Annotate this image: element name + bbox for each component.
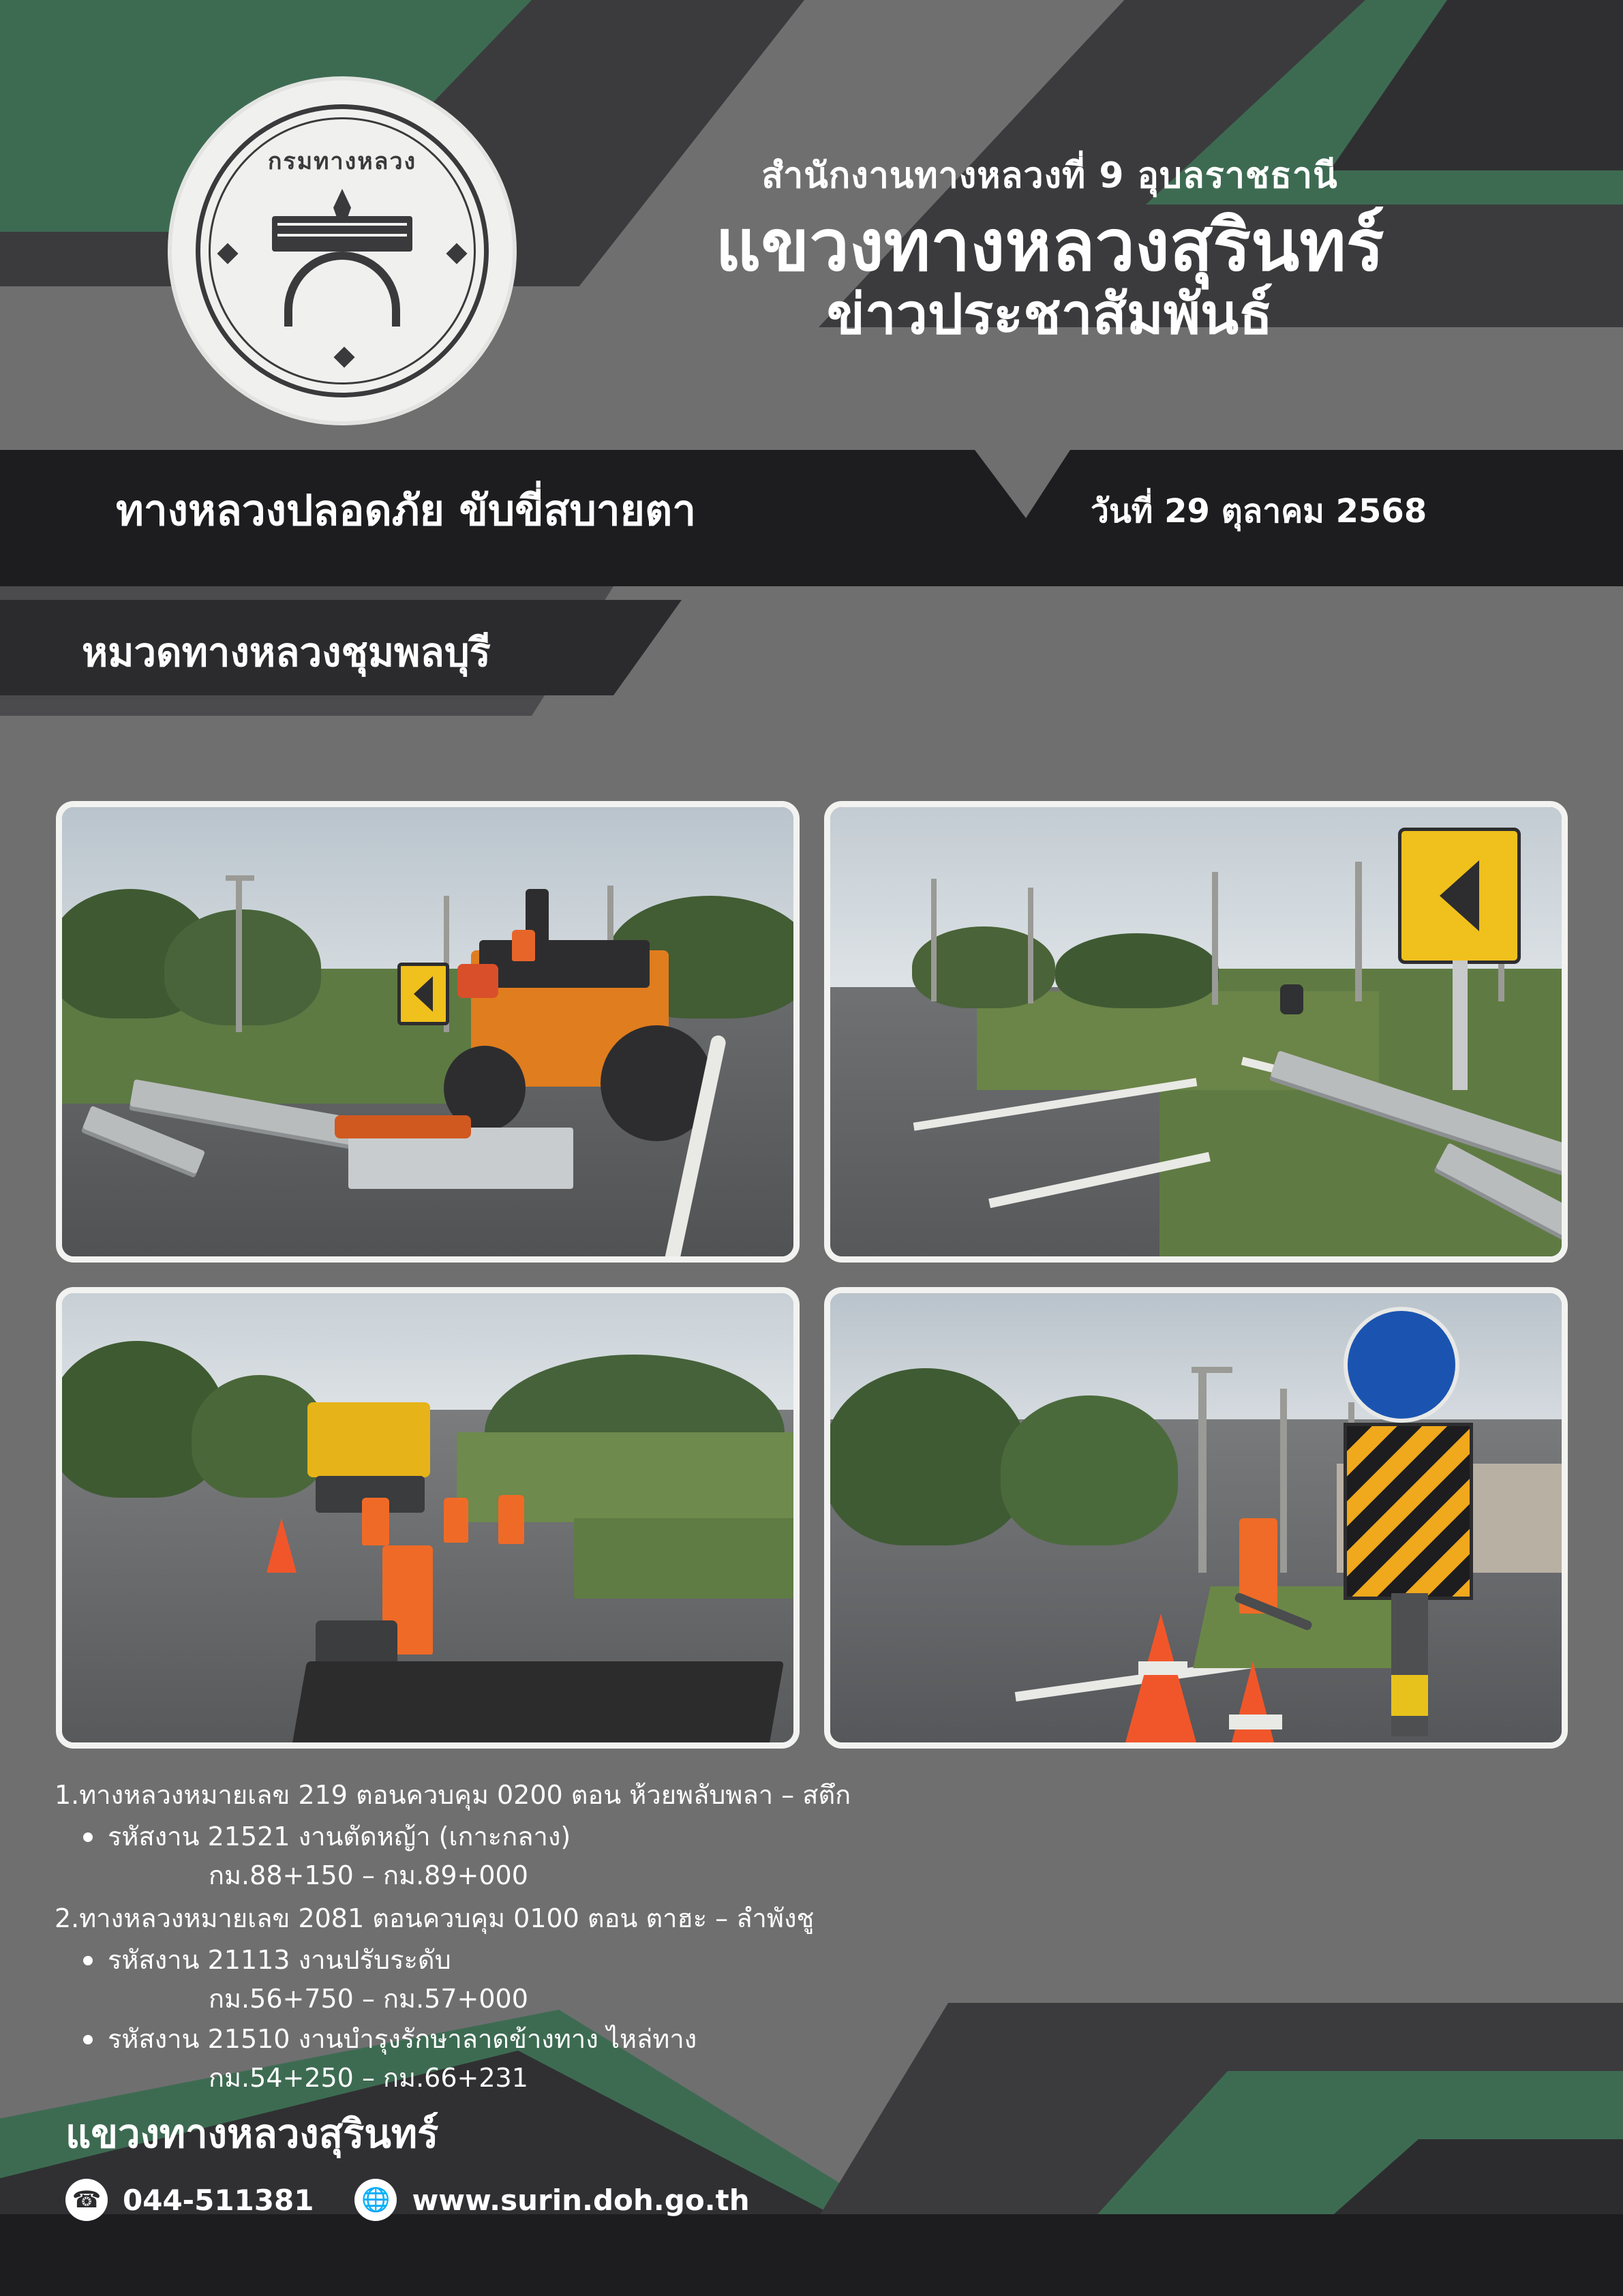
logo-diamond-bottom-icon xyxy=(333,346,354,367)
page-subtitle: ข่าวประชาสัมพันธ์ xyxy=(826,282,1273,348)
shape-footer-bar xyxy=(0,2214,1623,2296)
phone-icon: ☎ xyxy=(65,2179,108,2221)
list-item xyxy=(55,1941,1145,2019)
header-text-block xyxy=(559,147,1541,346)
work-details xyxy=(55,1776,1145,2102)
contact-website[interactable] xyxy=(354,2179,749,2221)
doh-logo xyxy=(172,80,513,421)
work-label: รหัสงาน 21113 งานปรับระดับ xyxy=(108,1945,451,1975)
footer-organization: แขวงทางหลวงสุรินทร์ xyxy=(65,2111,439,2157)
detail-heading-1: 1.ทางหลวงหมายเลข 219 ตอนควบคุม 0200 ตอน ห้วยพลับพลา – สตึก xyxy=(55,1780,851,1810)
photo-pavement-repair xyxy=(56,1287,800,1749)
logo-diamond-right-icon xyxy=(446,243,467,264)
detail-list-1 xyxy=(55,1817,1145,1895)
publish-date: วันที่ 29 ตุลาคม 2568 xyxy=(1091,492,1427,530)
photo-tractor-mowing xyxy=(56,801,800,1263)
contact-phone[interactable] xyxy=(65,2179,314,2221)
slogan-text: ทางหลวงปลอดภัย ขับขี่สบายตา xyxy=(116,485,697,535)
logo-bridge-icon xyxy=(272,216,412,252)
work-km: กม.56+750 – กม.57+000 xyxy=(209,1984,528,2014)
logo-arch-icon xyxy=(284,252,400,327)
work-label: รหัสงาน 21510 งานบำรุงรักษาลาดข้างทาง ไหล่ทาง xyxy=(108,2024,697,2054)
logo-emblem xyxy=(257,166,427,336)
photo-guardrail-roadside xyxy=(824,801,1568,1263)
work-label: รหัสงาน 21521 งานตัดหญ้า (เกาะกลาง) xyxy=(108,1822,571,1852)
detail-list-2 xyxy=(55,1941,1145,2098)
globe-icon: 🌐 xyxy=(354,2179,397,2221)
list-item xyxy=(55,2020,1145,2098)
section-label: หมวดทางหลวงชุมพลบุรี xyxy=(82,629,491,676)
footer-contacts xyxy=(65,2179,750,2221)
photo-median-cleaning xyxy=(824,1287,1568,1749)
header xyxy=(0,0,1623,450)
phone-number: 044-511381 xyxy=(123,2183,314,2217)
logo-text: กรมทางหลวง xyxy=(267,148,417,175)
office-line: สำนักงานทางหลวงที่ 9 อุบลราชธานี xyxy=(761,155,1338,196)
photo-grid xyxy=(56,801,1568,1749)
logo-diamond-left-icon xyxy=(217,243,238,264)
list-item xyxy=(55,1817,1145,1895)
website-url: www.surin.doh.go.th xyxy=(412,2183,750,2217)
page-title: แขวงทางหลวงสุรินทร์ xyxy=(715,204,1384,287)
logo-ring-outer xyxy=(196,104,489,397)
detail-heading-2: 2.ทางหลวงหมายเลข 2081 ตอนควบคุม 0100 ตอน ตาฮะ – ลำพังชู xyxy=(55,1903,815,1933)
logo-ring-inner xyxy=(209,117,476,384)
work-km: กม.88+150 – กม.89+000 xyxy=(209,1860,528,1890)
work-km: กม.54+250 – กม.66+231 xyxy=(209,2063,528,2093)
